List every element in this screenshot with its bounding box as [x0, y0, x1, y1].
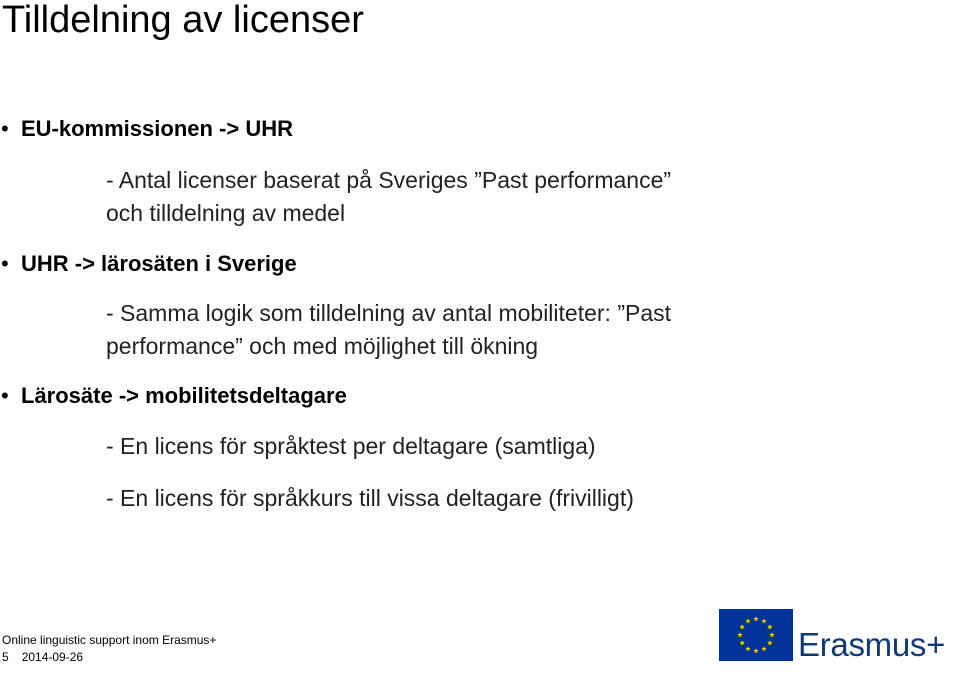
bullet-dot: • — [1, 383, 9, 408]
body-line: - En licens för språkkurs till vissa deltagare (frivilligt) — [106, 485, 634, 511]
page-number: 5 — [2, 650, 9, 664]
bullet-heading: UHR -> lärosäten i Sverige — [21, 251, 297, 276]
slide-title: Tilldelning av licenser — [2, 0, 364, 41]
bullet-body — [106, 430, 596, 463]
bullet-eu-commission — [0, 116, 293, 142]
bullet-larosate — [0, 383, 347, 409]
bullet-dot: • — [1, 251, 9, 276]
body-line: och tilldelning av medel — [106, 200, 346, 226]
bullet-heading: Lärosäte -> mobilitetsdeltagare — [21, 383, 347, 408]
erasmus-logo — [719, 609, 957, 669]
bullet-body — [106, 164, 671, 230]
bullet-body-extra — [106, 482, 634, 515]
body-line: performance” och med möjlighet till ökning — [106, 333, 539, 359]
footer-caption: Online linguistic support inom Erasmus+ — [2, 633, 217, 647]
bullet-uhr — [0, 251, 297, 277]
body-line: - Samma logik som tilldelning av antal mobiliteter: ”Past — [106, 300, 672, 326]
footer-meta — [2, 649, 83, 665]
bullet-dot: • — [1, 116, 9, 141]
eu-flag-icon — [719, 609, 793, 661]
body-line: - Antal licenser baserat på Sveriges ”Past performance” — [106, 167, 672, 193]
body-line: - En licens för språktest per deltagare (samtliga) — [106, 433, 596, 459]
bullet-heading: EU-kommissionen -> UHR — [21, 116, 293, 141]
footer-date: 2014-09-26 — [21, 650, 84, 664]
erasmus-wordmark: Erasmus+ — [798, 626, 946, 663]
bullet-body — [106, 297, 671, 363]
